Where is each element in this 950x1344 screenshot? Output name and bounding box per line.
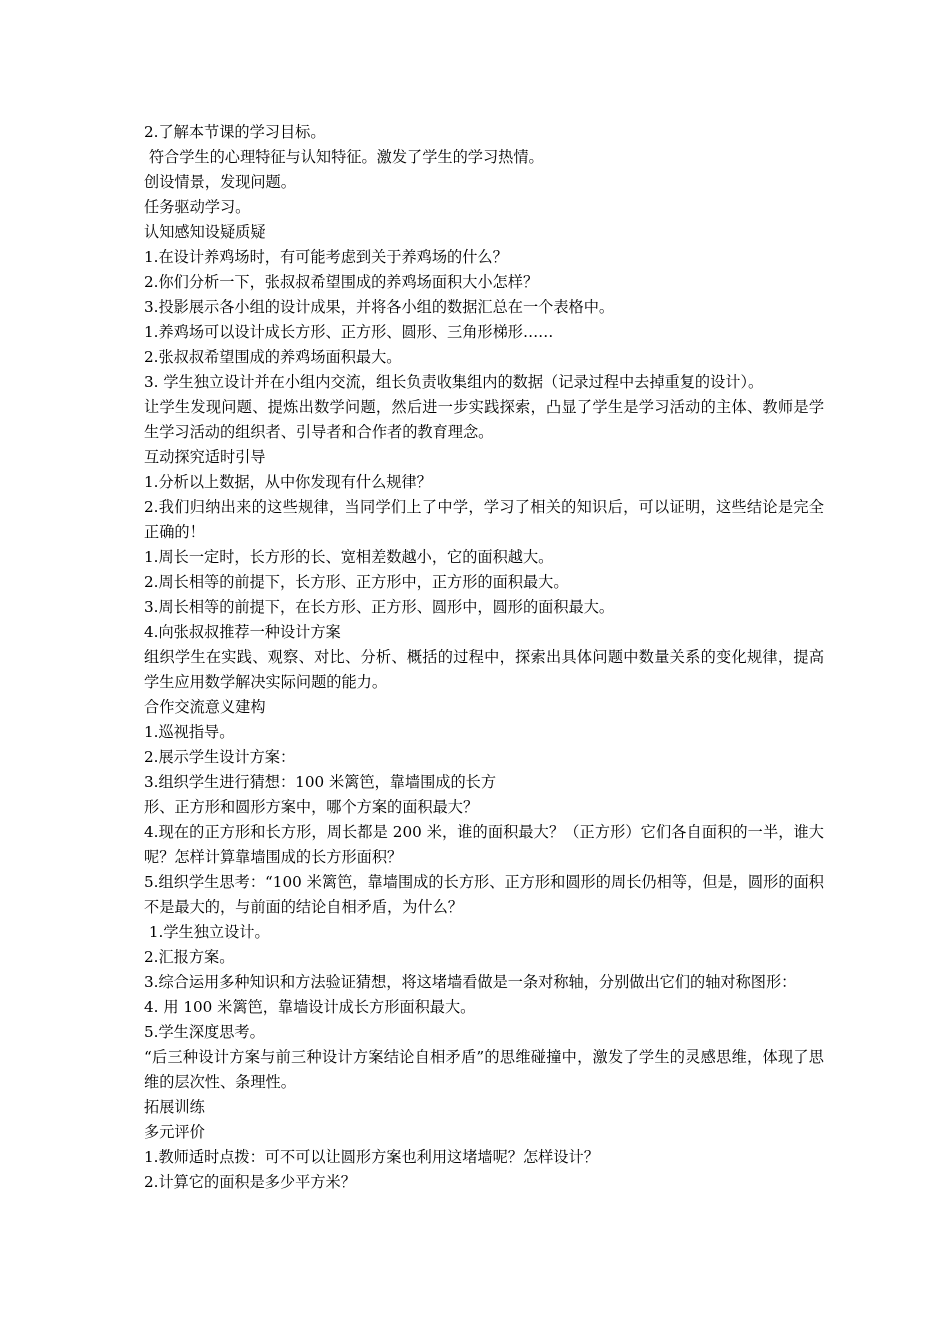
text-line: 1.巡视指导。 [144,723,235,741]
section-heading: 合作交流意义建构 [144,698,266,716]
text-line: 3. 学生独立设计并在小组内交流，组长负责收集组内的数据（记录过程中去掉重复的设计）。 [144,373,764,391]
text-line: 3.周长相等的前提下，在长方形、正方形、圆形中，圆形的面积最大。 [144,598,615,616]
text-line: 2.展示学生设计方案： [144,748,296,766]
text-paragraph: 3.综合运用多种知识和方法验证猜想，将这堵墙看做是一条对称轴，分别做出它们的轴对称图形： [144,973,797,991]
text-paragraph: 组织学生在实践、观察、对比、分析、概括的过程中，探索出具体问题中数量关系的变化规律，提高学生应用数学解决实际问题的能力。 [144,648,824,691]
text-line: 形、正方形和圆形方案中，哪个方案的面积最大？ [144,798,479,816]
text-line: 符合学生的心理特征与认知特征。激发了学生的学习热情。 [144,148,544,166]
text-paragraph: 4.现在的正方形和长方形，周长都是 200 米，谁的面积最大？（正方形）它们各自面积的一半，谁大呢？怎样计算靠墙围成的长方形面积？ [144,823,824,866]
text-line: 4. 用 100 米篱笆，靠墙设计成长方形面积最大。 [144,998,476,1016]
text-line: 3.投影展示各小组的设计成果，并将各小组的数据汇总在一个表格中。 [144,298,615,316]
text-line: 2.张叔叔希望围成的养鸡场面积最大。 [144,348,402,366]
text-line: 2.汇报方案。 [144,948,235,966]
text-line: 2.计算它的面积是多少平方米？ [144,1173,356,1191]
text-line: 3.组织学生进行猜想：100 米篱笆，靠墙围成的长方 [144,773,497,791]
text-line: 2.你们分析一下，张叔叔希望围成的养鸡场面积大小怎样？ [144,273,539,291]
section-heading: 多元评价 [144,1123,205,1141]
text-paragraph: 5.组织学生思考：“100 米篱笆，靠墙围成的长方形、正方形和圆形的周长仍相等，但是，圆形的面积不是最大的，与前面的结论自相矛盾，为什么？ [144,873,824,916]
text-line: 1.周长一定时，长方形的长、宽相差数越小，它的面积越大。 [144,548,554,566]
text-line: 1.养鸡场可以设计成长方形、正方形、圆形、三角形梯形…… [144,323,554,341]
text-line: 1.教师适时点拨：可不可以让圆形方案也利用这堵墙呢？怎样设计？ [144,1148,599,1166]
text-line: 2.了解本节课的学习目标。 [144,123,326,141]
text-line: 1.在设计养鸡场时，有可能考虑到关于养鸡场的什么？ [144,248,508,266]
section-heading: 拓展训练 [144,1098,205,1116]
document-body [144,120,824,1195]
text-line: 1.学生独立设计。 [144,923,270,941]
text-paragraph: 让学生发现问题、提炼出数学问题，然后进一步实践探索，凸显了学生是学习活动的主体、教师是学生学习活动的组织者、引导者和合作者的教育理念。 [144,398,824,441]
text-line: 2.周长相等的前提下，长方形、正方形中，正方形的面积最大。 [144,573,569,591]
text-paragraph: “后三种设计方案与前三种设计方案结论自相矛盾”的思维碰撞中，激发了学生的灵感思维，体现了思维的层次性、条理性。 [144,1048,824,1091]
text-line: 1.分析以上数据，从中你发现有什么规律？ [144,473,432,491]
section-heading: 认知感知设疑质疑 [144,223,266,241]
section-heading: 互动探究适时引导 [144,448,266,466]
text-line: 创设情景，发现问题。 [144,173,296,191]
text-paragraph: 2.我们归纳出来的这些规律，当同学们上了中学，学习了相关的知识后，可以证明，这些结论是完全正确的！ [144,498,824,541]
text-line: 5.学生深度思考。 [144,1023,265,1041]
text-line: 4.向张叔叔推荐一种设计方案 [144,623,341,641]
text-line: 任务驱动学习。 [144,198,251,216]
